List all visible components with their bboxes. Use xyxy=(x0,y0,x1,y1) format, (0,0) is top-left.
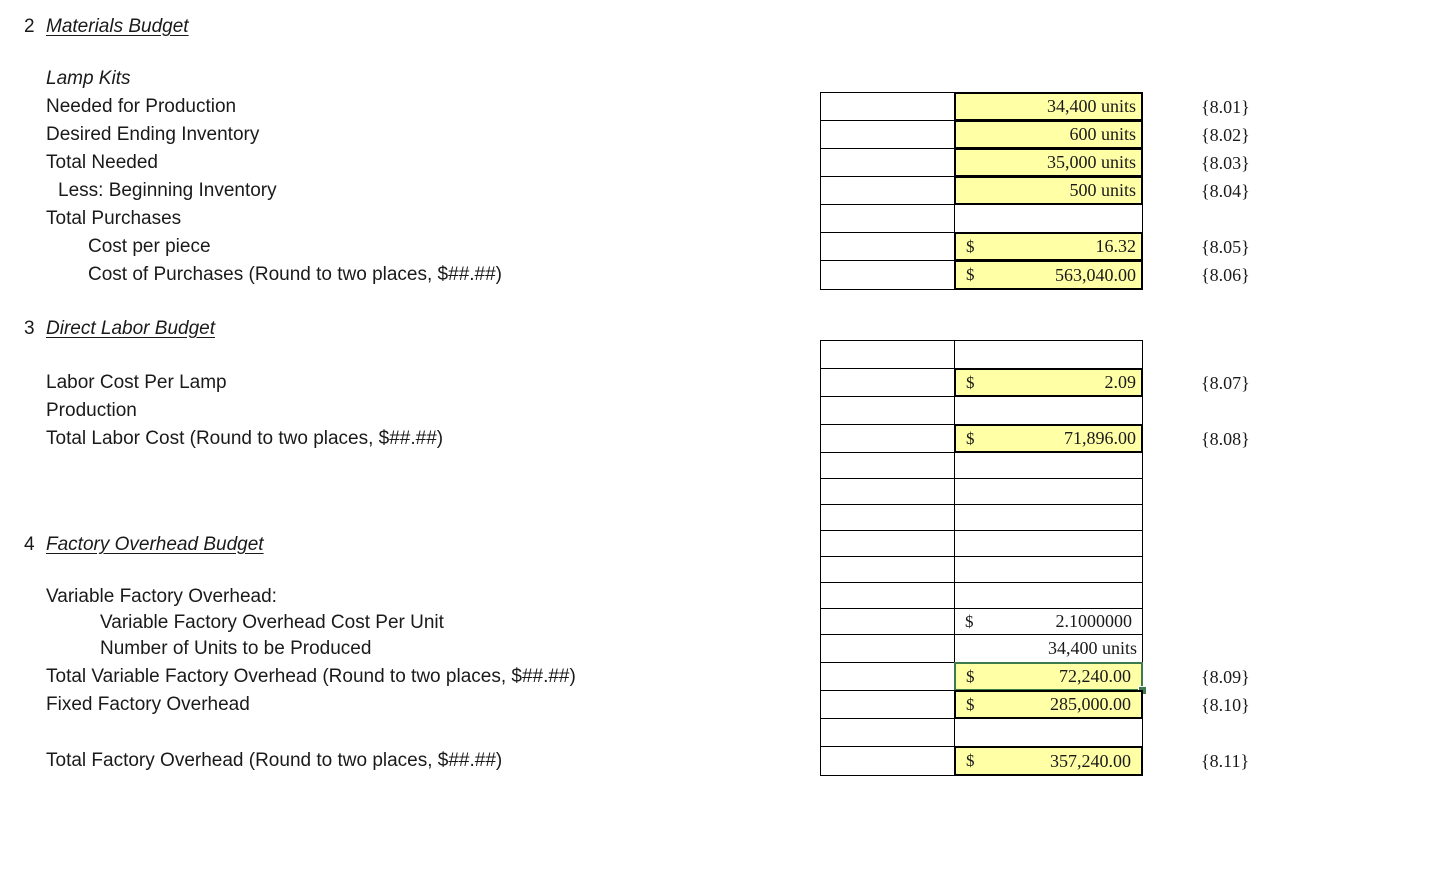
grid-cell[interactable] xyxy=(820,452,955,479)
total-needed-value: 35,000 units xyxy=(1046,152,1136,172)
variable-overhead-cost-per-unit-label: Variable Factory Overhead Cost Per Unit xyxy=(100,612,444,633)
dollar-sign: $ xyxy=(966,694,975,714)
grid-cell[interactable] xyxy=(820,478,955,505)
grid-cell[interactable] xyxy=(820,232,955,261)
grid-cell[interactable] xyxy=(820,608,955,635)
grid-cell[interactable] xyxy=(820,92,955,121)
section-number-overhead: 4 xyxy=(24,534,35,555)
ref-8-05: {8.05} xyxy=(1201,237,1250,257)
cost-of-purchases-value: 563,040.00 xyxy=(1055,264,1136,285)
grid-cell[interactable] xyxy=(820,368,955,397)
fixed-factory-overhead-label: Fixed Factory Overhead xyxy=(46,694,250,715)
grid-cell[interactable] xyxy=(820,662,955,691)
ref-8-02: {8.02} xyxy=(1201,125,1250,145)
grid-cell[interactable] xyxy=(820,424,955,453)
total-labor-cost-cell[interactable] xyxy=(954,424,1143,453)
section-number-labor: 3 xyxy=(24,318,35,339)
dollar-sign: $ xyxy=(966,666,975,686)
ref-8-09: {8.09} xyxy=(1201,667,1250,687)
dollar-sign: $ xyxy=(966,236,975,256)
total-purchases-cell[interactable] xyxy=(954,204,1143,233)
variable-overhead-cost-per-unit-value: 2.1000000 xyxy=(1055,611,1132,631)
beginning-inventory-value: 500 units xyxy=(1069,180,1136,200)
variable-overhead-cost-per-unit-cell[interactable] xyxy=(954,608,1143,635)
grid-cell[interactable] xyxy=(954,340,1143,369)
grid-cell[interactable] xyxy=(820,396,955,425)
cost-of-purchases-cell[interactable] xyxy=(954,260,1143,290)
factory-overhead-budget-title: Factory Overhead Budget xyxy=(46,534,264,555)
cost-per-piece-cell[interactable] xyxy=(954,232,1143,261)
grid-cell[interactable] xyxy=(820,582,955,609)
total-needed-cell[interactable] xyxy=(954,148,1143,177)
total-labor-cost-value: 71,896.00 xyxy=(1064,428,1136,448)
ref-8-08: {8.08} xyxy=(1201,429,1250,449)
less-beginning-inventory-label: Less: Beginning Inventory xyxy=(58,180,277,201)
ref-8-10: {8.10} xyxy=(1201,695,1250,715)
beginning-inventory-cell[interactable] xyxy=(954,176,1143,205)
ref-8-04: {8.04} xyxy=(1201,181,1250,201)
units-to-be-produced-cell[interactable] xyxy=(954,634,1143,663)
total-needed-label: Total Needed xyxy=(46,152,158,173)
total-factory-overhead-label: Total Factory Overhead (Round to two places, $##.##) xyxy=(46,750,503,771)
cost-per-piece-label: Cost per piece xyxy=(88,236,211,257)
grid-cell[interactable] xyxy=(954,452,1143,479)
dollar-sign: $ xyxy=(965,611,974,631)
dollar-sign: $ xyxy=(966,265,975,284)
labor-cost-per-lamp-cell[interactable] xyxy=(954,368,1143,397)
needed-for-production-label: Needed for Production xyxy=(46,96,237,117)
grid-cell[interactable] xyxy=(954,556,1143,583)
ref-8-03: {8.03} xyxy=(1201,153,1250,173)
direct-labor-budget-title: Direct Labor Budget xyxy=(46,318,215,339)
ref-8-11: {8.11} xyxy=(1201,751,1250,771)
labor-cost-per-lamp-label: Labor Cost Per Lamp xyxy=(46,372,227,393)
total-variable-overhead-cell[interactable] xyxy=(954,662,1143,691)
cost-of-purchases-label: Cost of Purchases (Round to two places, $##.##) xyxy=(88,264,503,285)
grid-cell[interactable] xyxy=(954,504,1143,531)
grid-cell[interactable] xyxy=(820,746,955,776)
dollar-sign: $ xyxy=(966,372,975,392)
grid-cell[interactable] xyxy=(820,120,955,149)
grid-cell[interactable] xyxy=(954,718,1143,747)
dollar-sign: $ xyxy=(966,428,975,448)
labor-cost-per-lamp-value: 2.09 xyxy=(1104,372,1136,392)
ref-8-06: {8.06} xyxy=(1201,265,1250,285)
cost-per-piece-value: 16.32 xyxy=(1095,236,1136,256)
total-labor-cost-label: Total Labor Cost (Round to two places, $##.##) xyxy=(46,428,444,449)
lamp-kits-subtitle: Lamp Kits xyxy=(46,68,131,89)
production-label: Production xyxy=(46,400,137,421)
dollar-sign: $ xyxy=(966,751,975,770)
grid-cell[interactable] xyxy=(820,530,955,557)
needed-for-production-cell[interactable] xyxy=(954,92,1143,121)
needed-for-production-value: 34,400 units xyxy=(1046,96,1136,116)
variable-factory-overhead-label: Variable Factory Overhead: xyxy=(46,586,277,607)
desired-ending-inventory-cell[interactable] xyxy=(954,120,1143,149)
desired-ending-inventory-label: Desired Ending Inventory xyxy=(46,124,260,145)
total-factory-overhead-cell[interactable] xyxy=(954,746,1143,776)
grid-cell[interactable] xyxy=(820,504,955,531)
grid-cell[interactable] xyxy=(820,340,955,369)
grid-cell[interactable] xyxy=(820,176,955,205)
production-cell[interactable] xyxy=(954,396,1143,425)
grid-cell[interactable] xyxy=(820,556,955,583)
section-number-materials: 2 xyxy=(24,16,35,37)
grid-cell[interactable] xyxy=(820,204,955,233)
grid-cell[interactable] xyxy=(820,718,955,747)
grid-cell[interactable] xyxy=(954,530,1143,557)
fixed-factory-overhead-cell[interactable] xyxy=(954,690,1143,719)
fixed-factory-overhead-value: 285,000.00 xyxy=(1050,694,1131,714)
grid-cell[interactable] xyxy=(820,690,955,719)
grid-cell[interactable] xyxy=(954,478,1143,505)
grid-cell[interactable] xyxy=(820,260,955,290)
materials-budget-title: Materials Budget xyxy=(46,16,189,37)
grid-cell[interactable] xyxy=(820,148,955,177)
desired-ending-inventory-value: 600 units xyxy=(1069,124,1136,144)
grid-cell[interactable] xyxy=(954,582,1143,609)
total-variable-overhead-value: 72,240.00 xyxy=(1059,666,1131,686)
units-to-be-produced-label: Number of Units to be Produced xyxy=(100,638,372,659)
units-to-be-produced-value: 34,400 units xyxy=(1047,638,1137,658)
grid-cell[interactable] xyxy=(820,634,955,663)
total-variable-overhead-label: Total Variable Factory Overhead (Round to two places, $##.##) xyxy=(46,666,576,687)
ref-8-07: {8.07} xyxy=(1201,373,1250,393)
total-purchases-label: Total Purchases xyxy=(46,208,182,229)
total-factory-overhead-value: 357,240.00 xyxy=(1050,750,1131,771)
ref-8-01: {8.01} xyxy=(1201,97,1250,117)
